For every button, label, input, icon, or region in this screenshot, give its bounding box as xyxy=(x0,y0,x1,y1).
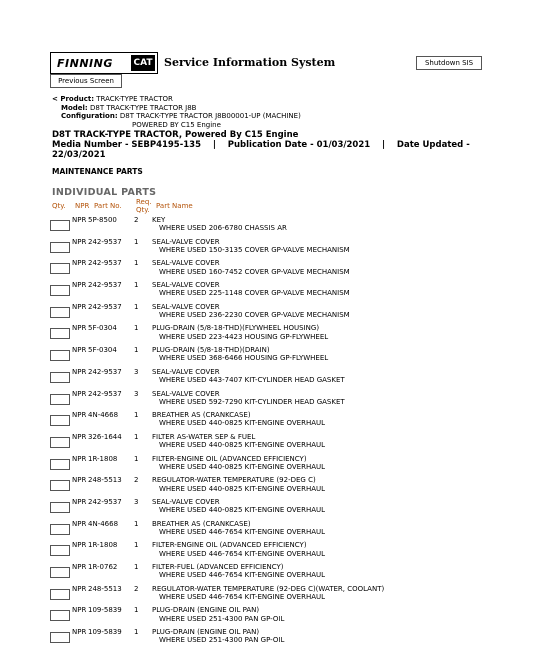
npr-cell: NPR xyxy=(72,259,87,268)
previous-screen-button[interactable]: Previous Screen xyxy=(50,74,122,88)
req-qty: 2 xyxy=(134,584,139,593)
part-name: PLUG-DRAIN (ENGINE OIL PAN) xyxy=(152,628,260,637)
part-name: SEAL-VALVE COVER xyxy=(152,281,220,290)
qty-input[interactable] xyxy=(50,350,70,361)
table-row xyxy=(50,541,384,563)
model-label: Model: xyxy=(61,103,88,112)
part-number: 5P-8500 xyxy=(88,216,117,224)
table-row xyxy=(50,476,384,498)
req-qty: 1 xyxy=(134,302,139,311)
part-number: 242-9537 xyxy=(88,302,122,311)
req-qty: 2 xyxy=(134,216,139,224)
npr-cell: NPR xyxy=(72,389,87,398)
part-name: BREATHER AS (CRANKCASE) xyxy=(152,411,251,420)
table-row xyxy=(50,238,384,260)
npr-cell: NPR xyxy=(72,497,87,506)
configuration-value: D8T TRACK-TYPE TRACTOR J8B00001-UP (MACHINE) xyxy=(119,112,301,120)
product-info xyxy=(52,95,301,129)
part-number: 4N-4668 xyxy=(88,519,119,528)
table-row xyxy=(50,346,384,368)
req-qty: 3 xyxy=(134,497,139,506)
where-used: WHERE USED 225-1148 COVER GP-VALVE MECHANISM xyxy=(159,289,350,298)
part-name: FILTER-ENGINE OIL (ADVANCED EFFICIENCY) xyxy=(152,541,307,550)
table-row xyxy=(50,259,384,281)
where-used: WHERE USED 592-7290 KIT-CYLINDER HEAD GASKET xyxy=(159,397,345,406)
req-qty: 1 xyxy=(134,563,139,571)
qty-input[interactable] xyxy=(50,415,70,426)
title-line-3: 22/03/2021 xyxy=(52,150,106,160)
product-label: Product: xyxy=(60,95,94,103)
qty-input[interactable] xyxy=(50,307,70,318)
table-row xyxy=(50,498,384,520)
qty-input[interactable] xyxy=(50,394,70,405)
req-qty: 1 xyxy=(134,606,139,615)
qty-input[interactable] xyxy=(50,437,70,448)
npr-cell: NPR xyxy=(72,302,87,311)
where-used: WHERE USED 446-7654 KIT-ENGINE OVERHAUL xyxy=(159,549,326,558)
part-name: REGULATOR-WATER TEMPERATURE (92-DEG C)(WATER, COOLANT) xyxy=(152,584,385,593)
part-number: 109-5839 xyxy=(88,606,122,615)
parts-table xyxy=(50,216,384,650)
qty-input[interactable] xyxy=(50,502,70,513)
req-qty: 1 xyxy=(134,259,139,268)
req-qty: 1 xyxy=(134,281,139,290)
req-qty: 2 xyxy=(134,476,139,485)
title-line-2: Media Number - SEBP4195-135 | Publication Date - 01/03/2021 | Date Updated - xyxy=(52,140,470,150)
table-row xyxy=(50,390,384,412)
part-number: 5F-0304 xyxy=(88,324,117,333)
table-row xyxy=(50,520,384,542)
part-name: FILTER-ENGINE OIL (ADVANCED EFFICIENCY) xyxy=(152,454,307,463)
maintenance-parts-heading: MAINTENANCE PARTS xyxy=(52,167,143,176)
where-used: WHERE USED 440-0825 KIT-ENGINE OVERHAUL xyxy=(159,462,326,471)
table-row xyxy=(50,606,384,628)
part-number: 1R-1808 xyxy=(88,454,118,463)
part-number: 1R-1808 xyxy=(88,541,118,550)
npr-cell: NPR xyxy=(72,281,87,290)
part-name: SEAL-VALVE COVER xyxy=(152,302,220,311)
cat-badge: CAT xyxy=(131,55,155,71)
qty-input[interactable] xyxy=(50,242,70,253)
table-row xyxy=(50,368,384,390)
part-number: 1R-0762 xyxy=(88,563,118,571)
part-number: 242-9537 xyxy=(88,389,122,398)
part-number: 5F-0304 xyxy=(88,346,117,355)
logo-text: FINNING xyxy=(57,57,113,70)
where-used: WHERE USED 251-4300 PAN GP-OIL xyxy=(159,636,285,645)
table-row xyxy=(50,411,384,433)
req-qty: 1 xyxy=(134,541,139,550)
npr-cell: NPR xyxy=(72,519,87,528)
part-name: REGULATOR-WATER TEMPERATURE (92-DEG C) xyxy=(152,476,316,485)
npr-cell: NPR xyxy=(72,628,87,637)
req-qty: 3 xyxy=(134,367,139,376)
part-name: PLUG-DRAIN (5/8-18-THD)(DRAIN) xyxy=(152,346,270,355)
npr-cell: NPR xyxy=(72,454,87,463)
req-qty: 1 xyxy=(134,454,139,463)
table-row xyxy=(50,324,384,346)
configuration-label: Configuration: xyxy=(61,112,118,120)
req-qty: 1 xyxy=(134,519,139,528)
part-name: PLUG-DRAIN (5/8-18-THD)(FLYWHEEL HOUSING) xyxy=(152,324,320,333)
col-npr: NPR xyxy=(75,202,90,210)
req-qty: 1 xyxy=(134,432,139,441)
npr-cell: NPR xyxy=(72,584,87,593)
table-row xyxy=(50,281,384,303)
part-number: 4N-4668 xyxy=(88,411,119,420)
npr-cell: NPR xyxy=(72,367,87,376)
part-name: SEAL-VALVE COVER xyxy=(152,237,220,246)
where-used: WHERE USED 150-3135 COVER GP-VALVE MECHANISM xyxy=(159,245,350,254)
part-name: FILTER-FUEL (ADVANCED EFFICIENCY) xyxy=(152,563,284,571)
table-row xyxy=(50,303,384,325)
where-used: WHERE USED 443-7407 KIT-CYLINDER HEAD GASKET xyxy=(159,376,345,385)
part-number: 242-9537 xyxy=(88,497,122,506)
col-part-no: Part No. xyxy=(94,202,122,210)
qty-input[interactable] xyxy=(50,459,70,470)
product-value: TRACK-TYPE TRACTOR xyxy=(96,95,173,103)
col-qty: Qty. xyxy=(52,202,66,210)
col-part-name: Part Name xyxy=(156,202,193,210)
req-qty: 3 xyxy=(134,389,139,398)
header xyxy=(50,52,482,88)
part-number: 242-9537 xyxy=(88,237,122,246)
col-req-qty: Req. Qty. xyxy=(136,198,152,214)
where-used: WHERE USED 160-7452 COVER GP-VALVE MECHANISM xyxy=(159,267,350,276)
part-number: 248-5513 xyxy=(88,476,122,485)
where-used: WHERE USED 206-6780 CHASSIS AR xyxy=(159,224,287,233)
npr-cell: NPR xyxy=(72,432,87,441)
model-value: D8T TRACK-TYPE TRACTOR J8B xyxy=(89,103,197,112)
back-arrow-icon[interactable]: < xyxy=(52,95,61,103)
npr-cell: NPR xyxy=(72,563,87,571)
qty-input[interactable] xyxy=(50,285,70,296)
qty-input[interactable] xyxy=(50,480,70,491)
req-qty: 1 xyxy=(134,346,139,355)
finning-cat-logo xyxy=(50,52,158,74)
where-used: WHERE USED 446-7654 KIT-ENGINE OVERHAUL xyxy=(159,527,326,536)
table-row xyxy=(50,455,384,477)
qty-input[interactable] xyxy=(50,567,70,578)
part-number: 242-9537 xyxy=(88,367,122,376)
document-title xyxy=(52,130,472,160)
qty-input[interactable] xyxy=(50,328,70,339)
configuration-value-2: POWERED BY C15 Engine xyxy=(132,120,221,129)
qty-input[interactable] xyxy=(50,589,70,600)
part-number: 242-9537 xyxy=(88,259,122,268)
table-row xyxy=(50,216,384,238)
table-row xyxy=(50,585,384,607)
individual-parts-heading: INDIVIDUAL PARTS xyxy=(52,187,157,198)
part-number: 109-5839 xyxy=(88,628,122,637)
where-used: WHERE USED 440-0825 KIT-ENGINE OVERHAUL xyxy=(159,419,326,428)
table-row xyxy=(50,433,384,455)
part-name: SEAL-VALVE COVER xyxy=(152,389,220,398)
where-used: WHERE USED 251-4300 PAN GP-OIL xyxy=(159,614,285,623)
qty-input[interactable] xyxy=(50,263,70,274)
req-qty: 1 xyxy=(134,411,139,420)
npr-cell: NPR xyxy=(72,476,87,485)
qty-input[interactable] xyxy=(50,524,70,535)
part-number: 248-5513 xyxy=(88,584,122,593)
where-used: WHERE USED 440-0825 KIT-ENGINE OVERHAUL xyxy=(159,506,326,515)
npr-cell: NPR xyxy=(72,606,87,615)
where-used: WHERE USED 223-4423 HOUSING GP-FLYWHEEL xyxy=(159,332,329,341)
qty-input[interactable] xyxy=(50,632,70,643)
npr-cell: NPR xyxy=(72,324,87,333)
req-qty: 1 xyxy=(134,324,139,333)
part-name: FILTER AS-WATER SEP & FUEL xyxy=(152,432,256,441)
table-row xyxy=(50,563,384,585)
where-used: WHERE USED 440-0825 KIT-ENGINE OVERHAUL xyxy=(159,484,326,493)
part-name: SEAL-VALVE COVER xyxy=(152,259,220,268)
npr-cell: NPR xyxy=(72,411,87,420)
npr-cell: NPR xyxy=(72,541,87,550)
table-row xyxy=(50,628,384,650)
part-number: 326-1644 xyxy=(88,432,122,441)
npr-cell: NPR xyxy=(72,216,87,224)
part-name: SEAL-VALVE COVER xyxy=(152,367,220,376)
where-used: WHERE USED 368-6466 HOUSING GP-FLYWHEEL xyxy=(159,354,329,363)
where-used: WHERE USED 440-0825 KIT-ENGINE OVERHAUL xyxy=(159,441,326,450)
qty-input[interactable] xyxy=(50,545,70,556)
part-name: PLUG-DRAIN (ENGINE OIL PAN) xyxy=(152,606,260,615)
qty-input[interactable] xyxy=(50,372,70,383)
qty-input[interactable] xyxy=(50,610,70,621)
where-used: WHERE USED 236-2230 COVER GP-VALVE MECHANISM xyxy=(159,311,350,320)
part-name: SEAL-VALVE COVER xyxy=(152,497,220,506)
npr-cell: NPR xyxy=(72,237,87,246)
part-name: BREATHER AS (CRANKCASE) xyxy=(152,519,251,528)
qty-input[interactable] xyxy=(50,220,70,231)
system-title: Service Information System xyxy=(164,56,336,69)
where-used: WHERE USED 446-7654 KIT-ENGINE OVERHAUL xyxy=(159,592,326,601)
part-number: 242-9537 xyxy=(88,281,122,290)
req-qty: 1 xyxy=(134,628,139,637)
npr-cell: NPR xyxy=(72,346,87,355)
shutdown-sis-button[interactable]: Shutdown SIS xyxy=(416,56,482,70)
part-name: KEY xyxy=(152,216,166,224)
req-qty: 1 xyxy=(134,237,139,246)
title-line-1: D8T TRACK-TYPE TRACTOR, Powered By C15 Engine xyxy=(52,130,299,140)
where-used: WHERE USED 446-7654 KIT-ENGINE OVERHAUL xyxy=(159,571,326,580)
